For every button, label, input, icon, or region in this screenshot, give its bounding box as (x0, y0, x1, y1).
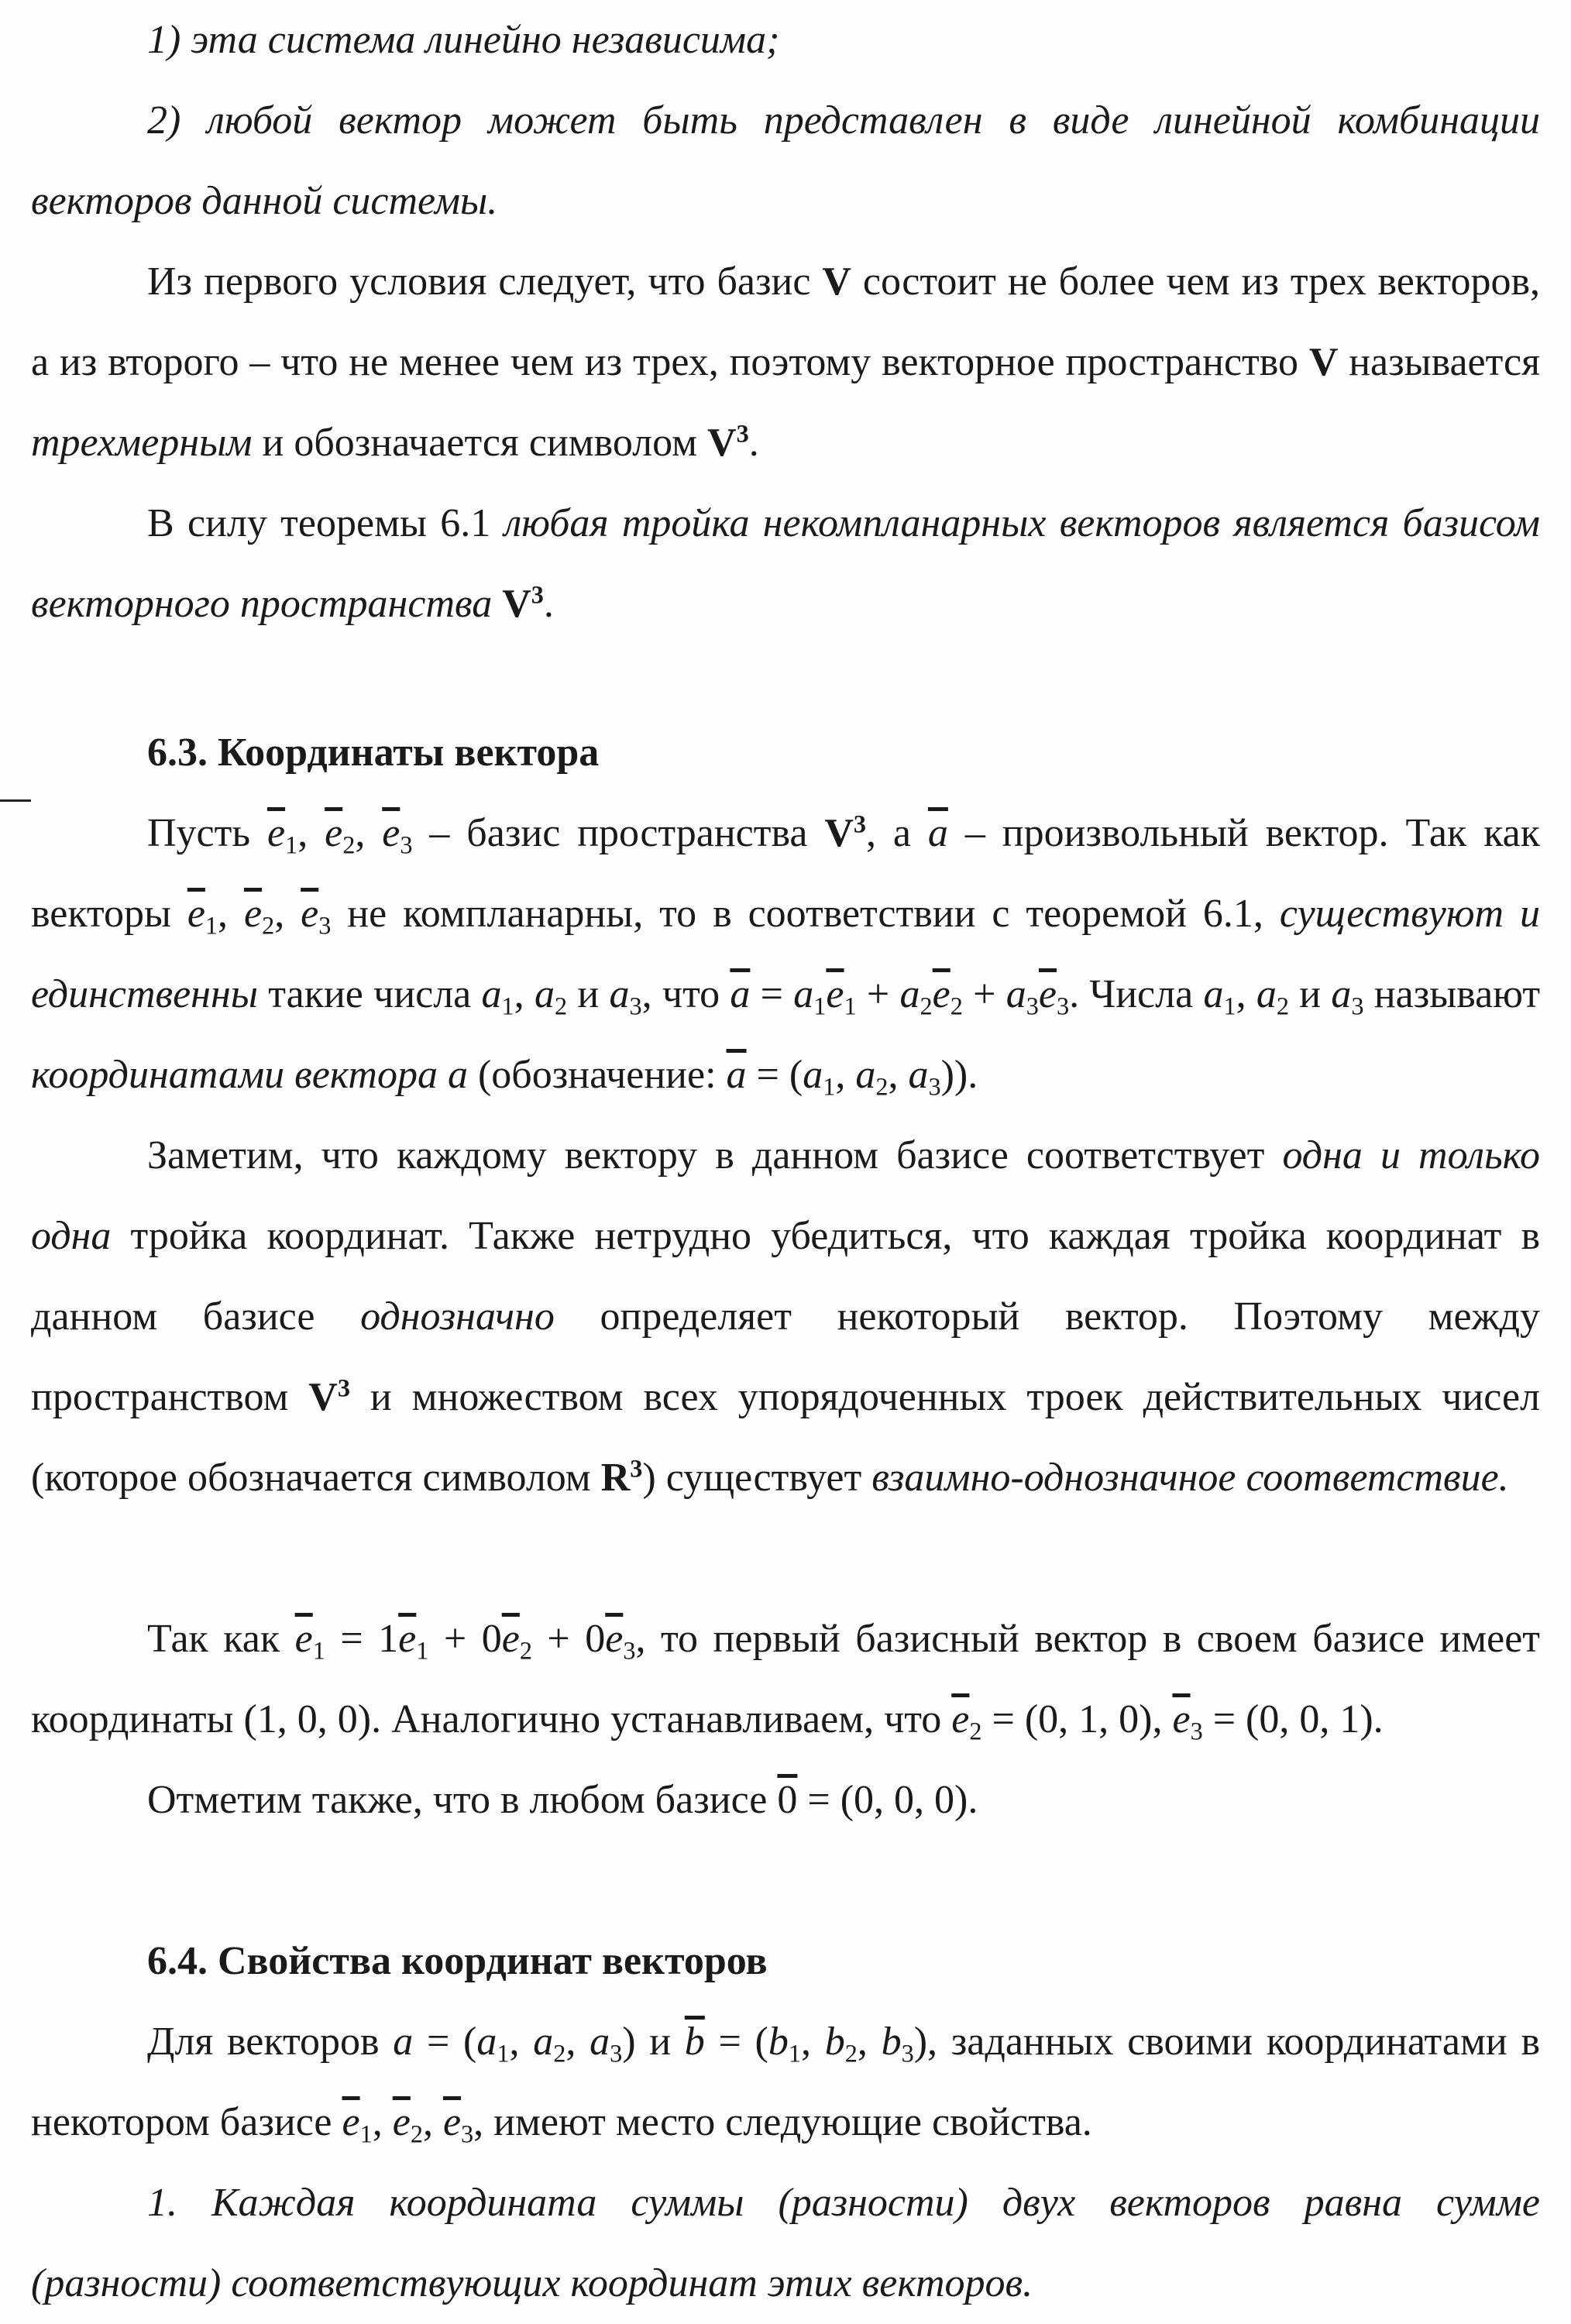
equals: = (704, 2020, 755, 2064)
section-heading-6-3: 6.3. Координаты вектора (147, 731, 600, 775)
superscript: 3 (853, 810, 867, 838)
superscript: 3 (531, 580, 544, 609)
comma: , (835, 1053, 856, 1097)
subscript: 3 (610, 2039, 623, 2068)
subscript: 3 (1351, 992, 1364, 1020)
subscript: 1 (497, 2039, 510, 2068)
paragraph-properties-intro (31, 2002, 1540, 2163)
subscript: 1 (844, 992, 857, 1020)
and: и (567, 972, 610, 1016)
italic-term: существуют и единственны (31, 892, 1541, 1016)
coef: 0 (585, 1617, 606, 1661)
vector-a: $\overline{a}$ (726, 1053, 747, 1097)
subscript: 2 (410, 2119, 423, 2148)
subscript: 3 (928, 1072, 941, 1101)
subscript: 2 (875, 1072, 889, 1101)
vector-e: $\overline{e}$ (325, 811, 343, 855)
page (31, 0, 1540, 2323)
subscript: 2 (342, 830, 356, 859)
italic-statement: любая тройка некомпланарных векторов является базисом векторного пространства (31, 501, 1540, 626)
superscript: 3 (337, 1373, 350, 1402)
comma: , (297, 811, 325, 855)
coord-a: a (476, 2020, 497, 2064)
text (492, 582, 502, 626)
subscript: 2 (1276, 992, 1289, 1020)
tuple: (0, 1, 0) (1024, 1697, 1153, 1741)
subscript: 3 (461, 2119, 474, 2148)
text: В силу теоремы 6.1 (147, 501, 504, 545)
subscript: 3 (1190, 1717, 1203, 1745)
space-symbol: V (308, 1375, 338, 1419)
text: и множеством всех упорядоченных троек действительных чисел (которое обозначается символом (31, 1375, 1540, 1500)
paren: ( (463, 2020, 477, 2064)
vector-e: $\overline{e}$ (501, 1617, 520, 1661)
vector-e: $\overline{e}$ (342, 2100, 360, 2144)
text: . (748, 421, 759, 465)
vector-e: $\overline{e}$ (1038, 972, 1057, 1016)
coord-a: a (481, 972, 502, 1016)
comma: , (888, 1053, 909, 1097)
subscript: 1 (823, 1072, 836, 1101)
text: не компланарны, то в соответствии с теоремой 6.1, (331, 892, 1280, 936)
tuple: (0, 0, 0) (840, 1778, 968, 1822)
subscript: 2 (920, 992, 933, 1020)
coord-a: a (803, 1053, 823, 1097)
text: состоит не более чем из трех векторов, а из второго – что не менее чем из трех, поэтому векторное пространство (31, 260, 1540, 384)
coord-a: a (590, 2020, 610, 2064)
coord-a: a (534, 972, 555, 1016)
text: ). (954, 1053, 978, 1097)
plus: + (962, 972, 1006, 1016)
section-heading-6-4: 6.4. Свойства координат векторов (147, 1939, 768, 1983)
paren: ) (622, 2020, 636, 2064)
text: и обозначается символом (252, 421, 708, 465)
subscript: 1 (312, 1636, 325, 1665)
vector-e: $\overline{e}$ (398, 1617, 417, 1661)
text: – базис пространства (412, 811, 825, 855)
paragraph-correspondence (31, 1116, 1540, 1518)
text: – произвольный вектор. Так как векторы (31, 811, 1541, 936)
vector-a: $\overline{a}$ (927, 811, 948, 855)
plus: + (428, 1617, 482, 1661)
coord-a: a (793, 972, 814, 1016)
subscript: 3 (318, 911, 332, 940)
comma: , (1152, 1697, 1173, 1741)
paren: ) (913, 2020, 928, 2064)
text: ) существует (642, 1456, 872, 1500)
vector-e: $\overline{e}$ (951, 1697, 970, 1741)
vector-e: $\overline{e}$ (442, 2100, 462, 2144)
space-symbol: V (822, 260, 851, 304)
italic-term: одна и только одна (31, 1133, 1540, 1258)
text: , имеют место следующие свойства. (473, 2100, 1092, 2144)
coord-a: a (1256, 972, 1277, 1016)
subscript: 2 (950, 992, 963, 1020)
text: Заметим, что каждому вектору в данном базисе соответствует (147, 1133, 1283, 1177)
coord-a: a (609, 972, 630, 1016)
text: , что (641, 972, 730, 1016)
subscript: 2 (554, 992, 568, 1020)
term: трехмерным (31, 421, 253, 465)
subscript: 1 (1223, 992, 1236, 1020)
italic-term: однозначно (360, 1294, 555, 1339)
text: и (635, 2020, 685, 2064)
space-symbol: V (502, 582, 531, 626)
text: , заданных своими координатами в некотором базисе (31, 2020, 1540, 2144)
superscript: 3 (736, 419, 749, 448)
paragraph-theorem (31, 483, 1540, 645)
subscript: 2 (969, 1717, 982, 1745)
list-item-2: 2) любой вектор может быть представлен в виде линейной комбинации векторов данной системы. (31, 98, 1540, 223)
vector-b: $\overline{b}$ (684, 2020, 705, 2064)
equals: = (746, 1053, 789, 1097)
comma: , (355, 811, 383, 855)
subscript: 3 (901, 2039, 914, 2068)
subscript: 1 (416, 1636, 429, 1665)
paragraph-basis-dimension (31, 242, 1540, 483)
comma: , (372, 2100, 393, 2144)
text: такие числа (257, 972, 482, 1016)
vector-a: $\overline{a}$ (730, 972, 751, 1016)
text: , а (866, 811, 928, 855)
text: определяет некоторый вектор. Поэтому между пространством (31, 1294, 1540, 1419)
italic-term: взаимно-однозначное соответствие. (871, 1456, 1509, 1500)
vector-e: $\overline{e}$ (605, 1617, 624, 1661)
subscript: 2 (553, 2039, 566, 2068)
paragraph-coordinates (31, 793, 1540, 1116)
subscript: 1 (205, 911, 218, 940)
subscript: 2 (519, 1636, 532, 1665)
vector-e: $\overline{e}$ (826, 972, 844, 1016)
subscript: 1 (788, 2039, 801, 2068)
text: Из первого условия следует, что базис (147, 260, 823, 304)
property-1: 1. Каждая координата суммы (разности) двух векторов равна сумме (разности) соответствующих координат этих векторов. (31, 2181, 1540, 2305)
equals: = (1202, 1697, 1246, 1741)
comma: , (422, 2100, 443, 2144)
superscript: 3 (630, 1454, 643, 1483)
coord-b: b (824, 2020, 845, 2064)
subscript: 1 (359, 2119, 373, 2148)
text: , то первый базисный вектор в своем базисе имеет координаты (1, 0, 0). Аналогично устанавливаем, что (31, 1617, 1541, 1741)
paragraph-basis-coordinates (31, 1599, 1540, 1760)
italic-term: координатами вектора a (31, 1053, 468, 1097)
comma: , (274, 892, 301, 936)
subscript: 3 (1026, 992, 1039, 1020)
subscript: 1 (501, 992, 514, 1020)
text: . (543, 582, 554, 626)
comma: , (565, 2020, 590, 2064)
vector-e: $\overline{e}$ (243, 892, 263, 936)
text: тройка координат. Также нетрудно убедиться, что каждая тройка координат в данном базисе (31, 1214, 1540, 1339)
space-symbol: V (1308, 340, 1339, 384)
comma: , (218, 892, 244, 936)
equals: = (413, 2020, 464, 2064)
vector-e: $\overline{e}$ (301, 892, 319, 936)
comma: , (514, 972, 535, 1016)
text: называют (1363, 972, 1541, 1016)
and: и (1289, 972, 1332, 1016)
coord-a: a (899, 972, 920, 1016)
coord-a: a (533, 2020, 554, 2064)
comma: , (857, 2020, 882, 2064)
vector-e: $\overline{e}$ (266, 811, 286, 855)
coord-a: a (1331, 972, 1352, 1016)
comma: , (509, 2020, 534, 2064)
text: . (968, 1778, 978, 1822)
text: Отметим также, что в любом базисе (147, 1778, 778, 1822)
paragraph-zero-vector (31, 1760, 1540, 1841)
text: Так как (147, 1617, 295, 1661)
equals: = (981, 1697, 1025, 1741)
margin-mark (0, 799, 31, 802)
subscript: 1 (285, 830, 298, 859)
text: Пусть (147, 811, 267, 855)
equals: = (750, 972, 794, 1016)
coord-a: a (908, 1053, 929, 1097)
text: . Числа (1069, 972, 1204, 1016)
comma: , (1236, 972, 1256, 1016)
subscript: 2 (844, 2039, 858, 2068)
text: Для векторов (147, 2020, 394, 2064)
coef: 0 (481, 1617, 502, 1661)
tuple: (0, 0, 1) (1246, 1697, 1373, 1741)
vector-a: a (393, 2020, 414, 2064)
paren: ( (755, 2020, 768, 2064)
plus: + (531, 1617, 586, 1661)
equals: = (797, 1778, 841, 1822)
coord-a: a (1006, 972, 1026, 1016)
text: (обозначение: (467, 1053, 727, 1097)
vector-e: $\overline{e}$ (392, 2100, 411, 2144)
vector-e: $\overline{e}$ (1172, 1697, 1191, 1741)
vector-e: $\overline{e}$ (382, 811, 400, 855)
subscript: 2 (262, 911, 275, 940)
zero-vector: 0 (777, 1778, 798, 1822)
subscript: 1 (813, 992, 827, 1020)
subscript: 3 (1057, 992, 1070, 1020)
equals: = (325, 1617, 379, 1661)
coord-b: b (768, 2020, 789, 2064)
space-symbol: V (824, 811, 854, 855)
text: . (1373, 1697, 1384, 1741)
coef: 1 (378, 1617, 399, 1661)
list-item-1: 1) эта система линейно независима; (147, 18, 780, 62)
comma: , (801, 2020, 825, 2064)
vector-e: $\overline{e}$ (187, 892, 205, 936)
plus: + (856, 972, 900, 1016)
vector-e: $\overline{e}$ (294, 1617, 313, 1661)
paren: ( (789, 1053, 803, 1097)
subscript: 3 (629, 992, 642, 1020)
subscript: 3 (400, 830, 413, 859)
coord-b: b (881, 2020, 902, 2064)
text: называется (1338, 340, 1540, 384)
vector-e: $\overline{e}$ (932, 972, 951, 1016)
subscript: 3 (623, 1636, 636, 1665)
coord-a: a (1203, 972, 1224, 1016)
reals-symbol: R (600, 1456, 631, 1500)
coord-a: a (855, 1053, 876, 1097)
space-symbol: V (707, 421, 737, 465)
paren: ) (940, 1053, 954, 1097)
